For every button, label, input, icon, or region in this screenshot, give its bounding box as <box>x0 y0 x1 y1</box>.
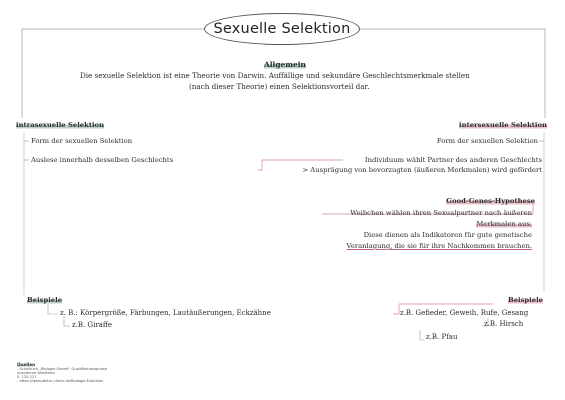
sources-line4: - https://www.abitur-check.de/Biologie-Evolution <box>17 379 104 383</box>
inter-line2-text: > Ausprägung von bevorzugten (äußeren Merkmalen) wird gefördert <box>302 166 542 174</box>
page-title: Sexuelle Selektion <box>213 21 351 37</box>
sources-heading: Quellen <box>17 362 36 367</box>
intra-example1: z. B.: Körpergröße, Färbungen, Lautäußerungen, Eckzähne <box>60 309 271 317</box>
intra-example-bracket <box>48 304 58 314</box>
good-genes-heading: Good-Genes-Hypothese <box>446 197 535 205</box>
inter-example3-bracket <box>420 330 424 340</box>
inter-example2: z.B. Hirsch <box>484 320 524 328</box>
sources-line1: - Schulbuch „Biologie Oberst“ Qualifikationsphase <box>17 367 107 371</box>
intra-form-text: Form der sexuellen Selektion <box>31 137 133 145</box>
inter-example1: z.B. Gefieder, Geweih, Rufe, Gesang <box>400 309 529 317</box>
title-oval <box>204 13 360 45</box>
inter-heading: intersexuelle Selektion <box>459 121 547 129</box>
good-genes-line1: Weibchen wählen ihren Sexualpartner nach äußeren <box>350 209 532 217</box>
sources-line3: S. 120-121 <box>17 375 37 379</box>
good-genes-line4: Veranlagung, die sie für ihre Nachkommen brauchen. <box>346 242 532 250</box>
inter-example3: z.B. Pfau <box>426 333 458 341</box>
sources-line2: Ausnahme Westfalen <box>17 371 56 375</box>
general-text-line2: (nach dieser Theorie) einen Selektionsvorteil dar. <box>189 82 370 91</box>
sources-block <box>17 362 107 383</box>
inter-examples-heading: Beispiele <box>507 296 543 304</box>
intra-example2: z.B. Giraffe <box>72 321 112 329</box>
inter-line1-text: Individuum wählt Partner des anderen Geschlechts <box>364 156 542 164</box>
intra-heading: intrasexuelle Selektion <box>16 121 105 129</box>
good-genes-line2: Merkmalen aus. <box>476 220 532 228</box>
general-heading: Allgemein <box>264 60 306 69</box>
general-text-line1: Die sexuelle Selektion ist eine Theorie von Darwin. Auffällige und sekundäre Geschlechtsmerkmale stellen <box>80 71 470 80</box>
intra-desc-text: Auslese innerhalb desselben Geschlechts <box>31 156 174 164</box>
intra-example2-bracket <box>64 316 70 326</box>
good-genes-line3: Diese dienen als Indikatoren für gute genetische <box>363 231 532 239</box>
inter-form-text: Form der sexuellen Selektion <box>436 137 538 145</box>
intra-examples-heading: Beispiele <box>27 296 63 304</box>
